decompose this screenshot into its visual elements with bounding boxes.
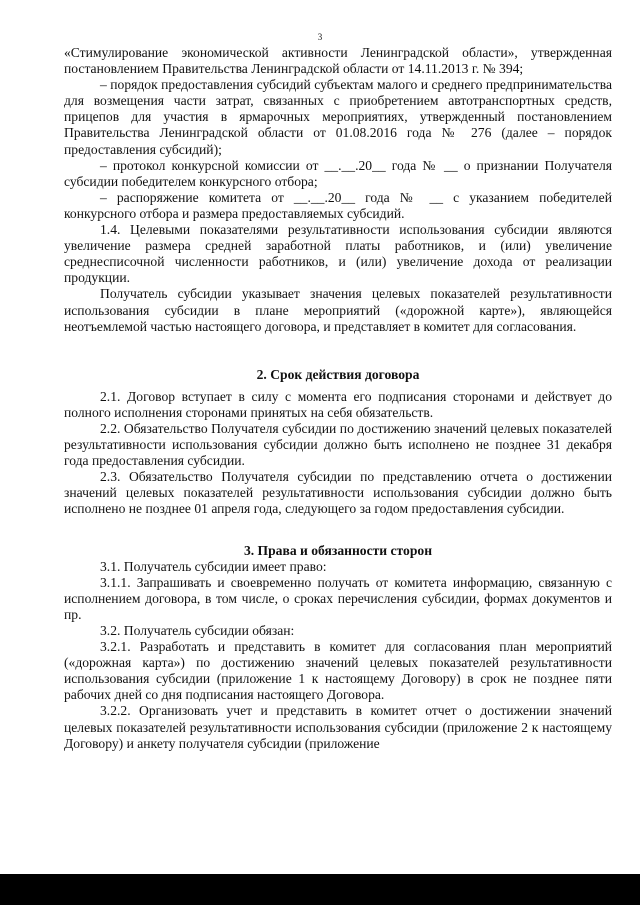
list-item: – протокол конкурсной комиссии от __.__.20__ года № __ о признании Получателя субсидии победителем конкурсного отбора; (64, 157, 612, 189)
paragraph: 2.3. Обязательство Получателя субсидии по представлению отчета о достижении значений целевых показателей результативности использования субсидии должно быть исполнено не позднее 01 апреля года, следующего за годом предоставления субсидии. (64, 469, 612, 517)
paragraph: Получатель субсидии указывает значения целевых показателей результативности использования субсидии в плане мероприятий («дорожной карте»), являющейся неотъемлемой частью настоящего договора, и представляет в комитет для согласования. (64, 286, 612, 334)
paragraph: 3.1.1. Запрашивать и своевременно получать от комитета информацию, связанную с исполнением договора, в том числе, о сроках перечисления субсидии, формах документов и пр. (64, 574, 612, 622)
scan-border (0, 874, 640, 905)
paragraph: 3.1. Получатель субсидии имеет право: (100, 558, 327, 574)
paragraph: 1.4. Целевыми показателями результативности использования субсидии являются увеличение размера средней заработной платы работников, и (или) увеличение среднесписочной численности работников, и (или) увеличение дохода от реализации продукции. (64, 222, 612, 286)
document-body (64, 45, 612, 752)
section-heading: 2. Срок действия договора (256, 366, 420, 382)
section-heading: 3. Права и обязанности сторон (243, 542, 433, 558)
paragraph: 3.2. Получатель субсидии обязан: (100, 623, 295, 638)
paragraph: 3.2.2. Организовать учет и представить в комитет отчет о достижении значений целевых показателей результативности использования субсидии (приложение 2 к настоящему Договору) и анкету получателя субсидии (приложение (64, 703, 612, 751)
list-item: – порядок предоставления субсидий субъектам малого и среднего предпринимательства для возмещения части затрат, связанных с приобретением автотранспортных средств, прицепов для участия в ярмарочных мероприятиях, утвержденный постановлением Правительства Ленинградской области от 01.08.2016 года № 276 (далее – порядок предоставления субсидий); (64, 77, 612, 157)
paragraph: 2.1. Договор вступает в силу с момента его подписания сторонами и действует до полного исполнения сторонами принятых на себя обязательств. (64, 388, 612, 420)
paragraph: 3.2.1. Разработать и представить в комитет для согласования план мероприятий («дорожная карта») по достижению значений целевых показателей результативности использования субсидии (приложение 1 к настоящему Договору) в срок не позднее пяти рабочих дней со дня подписания настоящего Договора. (64, 639, 612, 703)
list-item: – распоряжение комитета от __.__.20__ года № __ с указанием победителей конкурсного отбора и размера предоставляемых субсидий. (64, 189, 612, 221)
page-number: 3 (317, 32, 323, 42)
paragraph: «Стимулирование экономической активности Ленинградской области», утвержденная постановлением Правительства Ленинградской области от 14.11.2013 г. № 394; (64, 45, 612, 77)
paragraph: 2.2. Обязательство Получателя субсидии по достижению значений целевых показателей результативности использования субсидии должно быть исполнено не позднее 31 декабря года предоставления субсидии. (64, 420, 612, 469)
